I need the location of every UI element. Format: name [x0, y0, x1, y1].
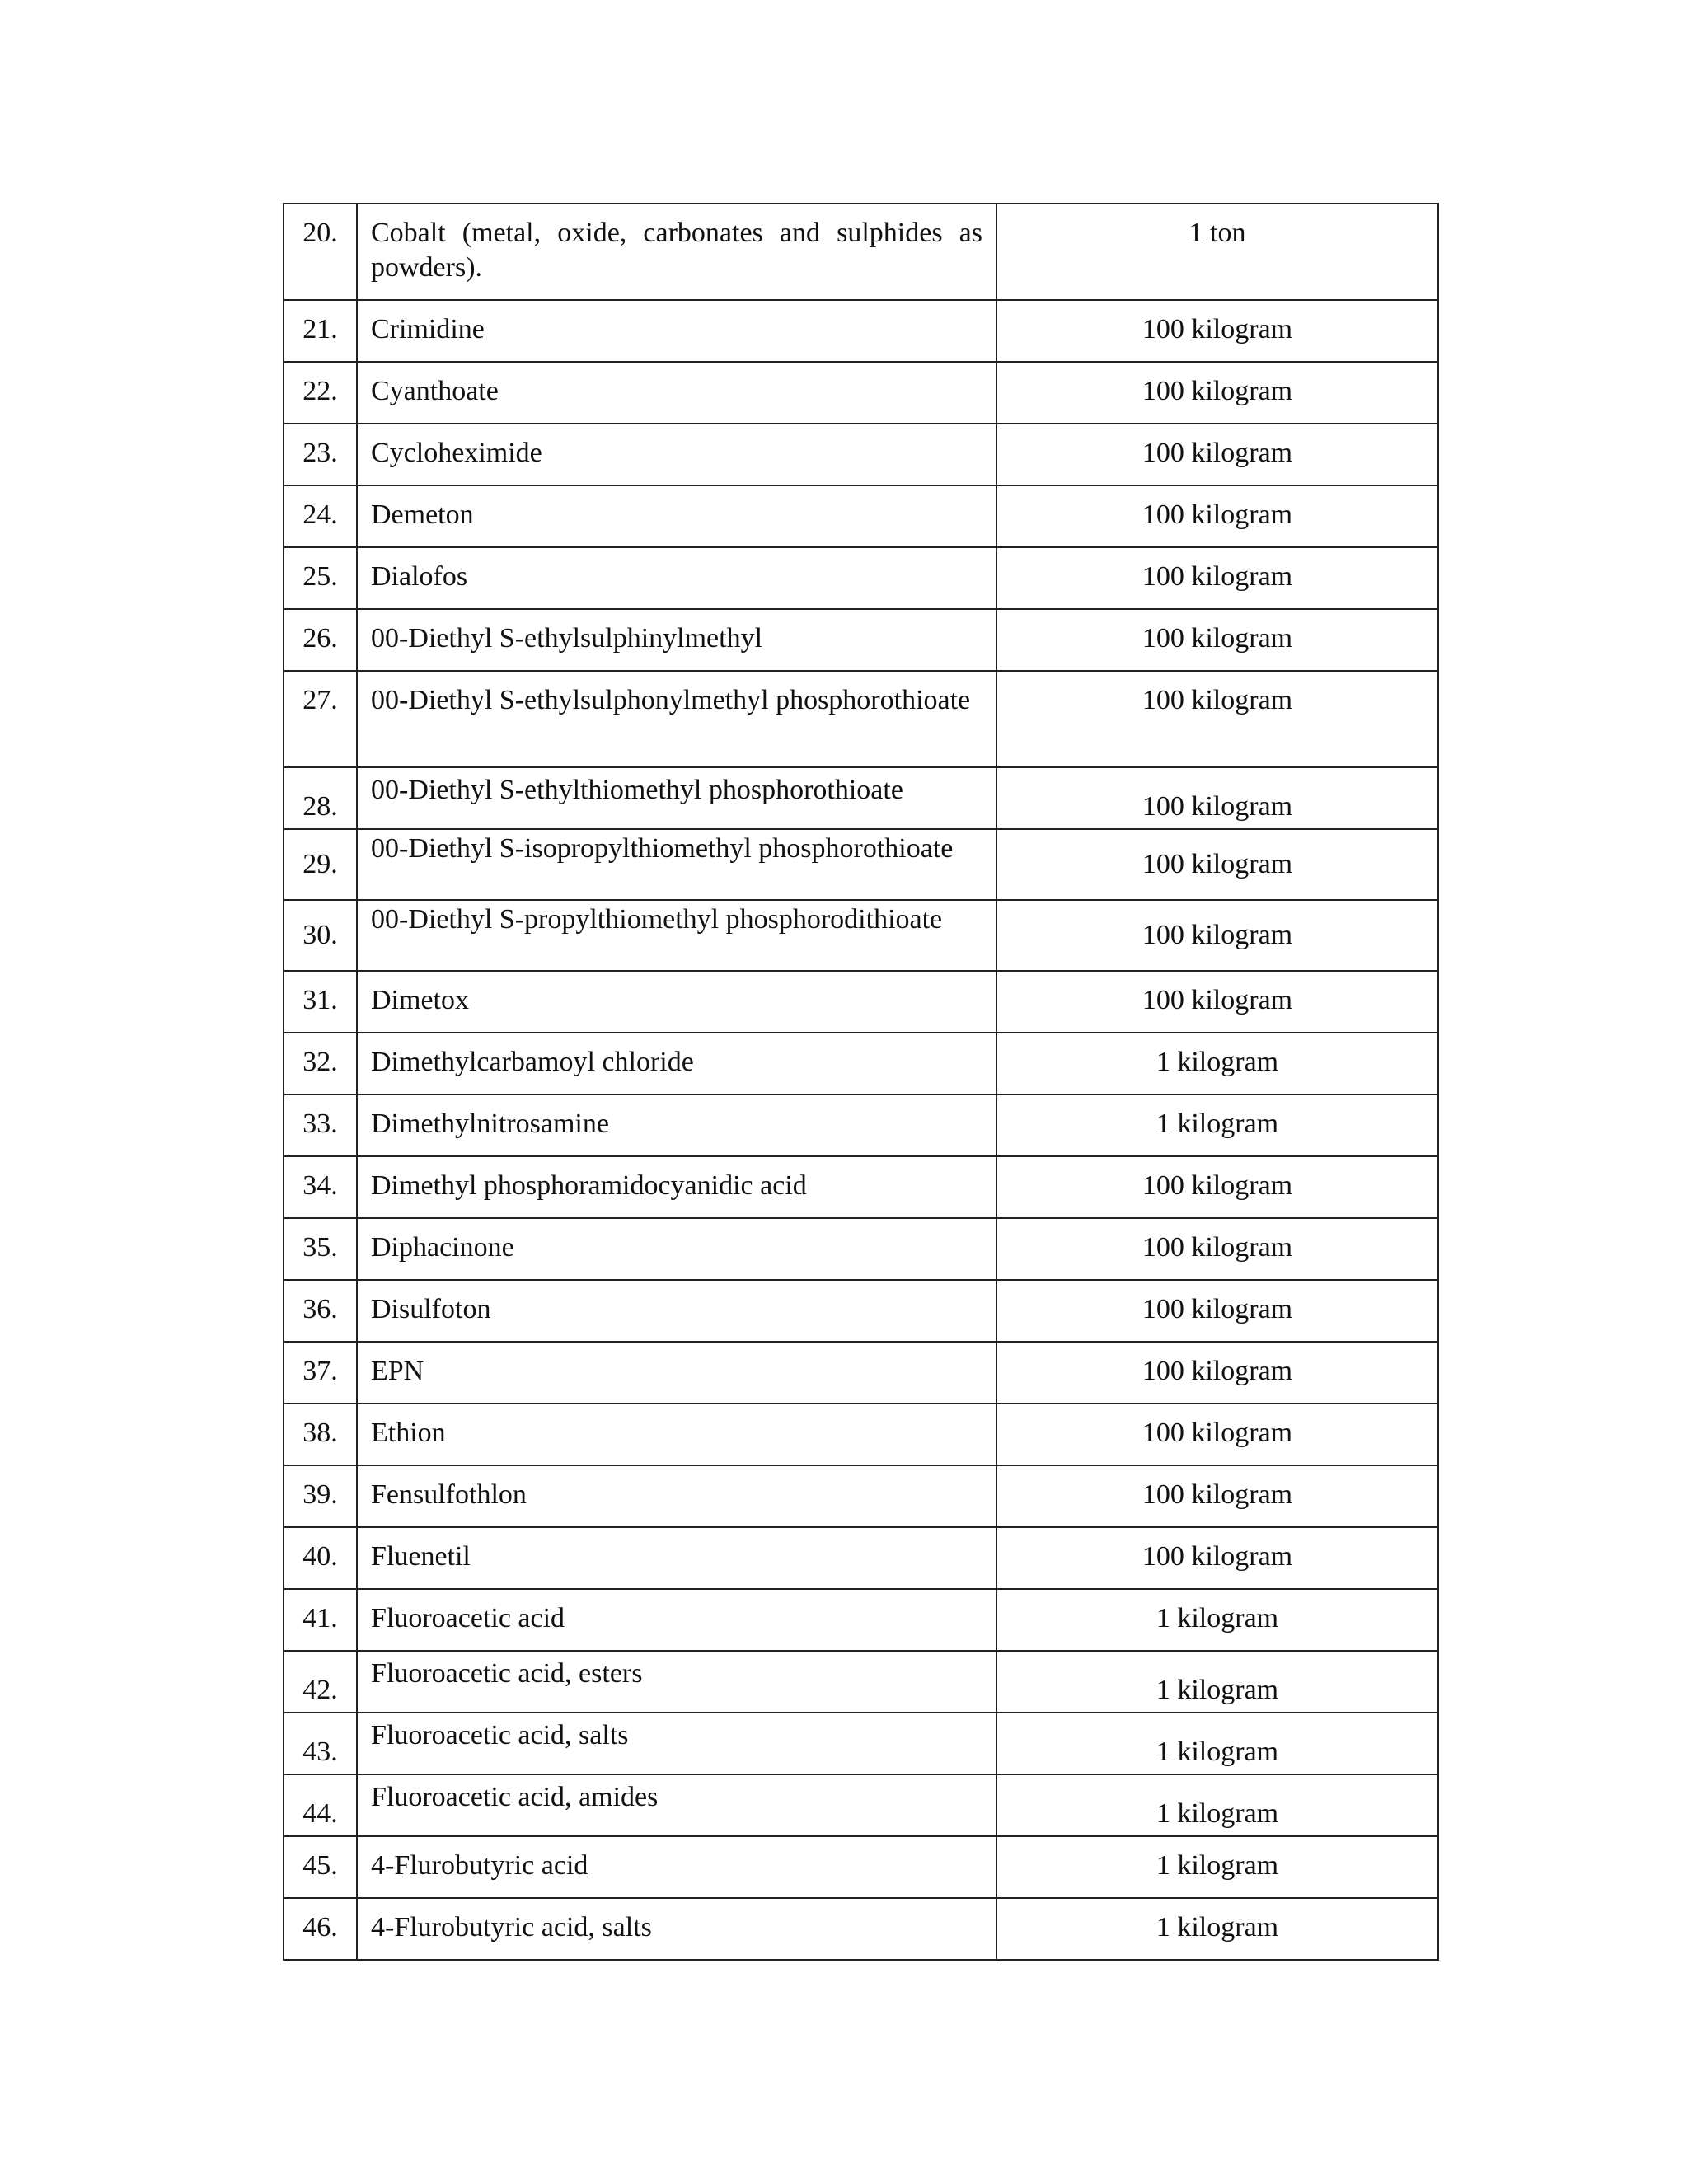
substance-name: Fluoroacetic acid, salts — [357, 1713, 996, 1774]
threshold-quantity: 100 kilogram — [996, 485, 1438, 547]
table-row — [284, 1898, 1438, 1960]
substance-name: Cobalt (metal, oxide, carbonates and sulphides as powders). — [357, 204, 996, 300]
table-row — [284, 362, 1438, 424]
threshold-quantity: 1 ton — [996, 204, 1438, 300]
table-row — [284, 1156, 1438, 1218]
table-row — [284, 900, 1438, 971]
table-row — [284, 424, 1438, 485]
table-row — [284, 485, 1438, 547]
substance-name: Cyanthoate — [357, 362, 996, 424]
serial-number: 45. — [284, 1836, 357, 1898]
substance-name: 00-Diethyl S-ethylsulphonylmethyl phosphorothioate — [357, 671, 996, 767]
substance-name: 00-Diethyl S-propylthiomethyl phosphorodithioate — [357, 900, 996, 971]
threshold-quantity: 100 kilogram — [996, 971, 1438, 1033]
threshold-quantity: 100 kilogram — [996, 1156, 1438, 1218]
serial-number: 27. — [284, 671, 357, 767]
substance-name: 00-Diethyl S-ethylsulphinylmethyl — [357, 609, 996, 671]
table-row — [284, 1342, 1438, 1404]
table-row — [284, 1713, 1438, 1774]
threshold-quantity: 100 kilogram — [996, 767, 1438, 829]
threshold-quantity: 100 kilogram — [996, 1527, 1438, 1589]
serial-number: 43. — [284, 1713, 357, 1774]
table-row — [284, 1033, 1438, 1094]
serial-number: 40. — [284, 1527, 357, 1589]
table-row — [284, 971, 1438, 1033]
table-row — [284, 1589, 1438, 1651]
table-row — [284, 1280, 1438, 1342]
table-row — [284, 1094, 1438, 1156]
substance-name: Disulfoton — [357, 1280, 996, 1342]
threshold-quantity: 100 kilogram — [996, 1280, 1438, 1342]
threshold-quantity: 100 kilogram — [996, 671, 1438, 767]
serial-number: 25. — [284, 547, 357, 609]
serial-number: 29. — [284, 829, 357, 900]
substance-name: Crimidine — [357, 300, 996, 362]
threshold-quantity: 100 kilogram — [996, 1465, 1438, 1527]
threshold-quantity: 100 kilogram — [996, 547, 1438, 609]
table-row — [284, 547, 1438, 609]
threshold-quantity: 1 kilogram — [996, 1651, 1438, 1713]
serial-number: 26. — [284, 609, 357, 671]
table-row — [284, 204, 1438, 300]
serial-number: 46. — [284, 1898, 357, 1960]
threshold-quantity: 100 kilogram — [996, 1342, 1438, 1404]
serial-number: 42. — [284, 1651, 357, 1713]
threshold-quantity: 100 kilogram — [996, 1404, 1438, 1465]
substance-name: Fensulfothlon — [357, 1465, 996, 1527]
table-row — [284, 1218, 1438, 1280]
threshold-quantity: 1 kilogram — [996, 1033, 1438, 1094]
substance-name: 4-Flurobutyric acid, salts — [357, 1898, 996, 1960]
serial-number: 35. — [284, 1218, 357, 1280]
serial-number: 32. — [284, 1033, 357, 1094]
substance-name: Fluoroacetic acid — [357, 1589, 996, 1651]
table-row — [284, 1465, 1438, 1527]
serial-number: 34. — [284, 1156, 357, 1218]
table-row — [284, 1836, 1438, 1898]
threshold-quantity: 100 kilogram — [996, 1218, 1438, 1280]
substance-name: Fluenetil — [357, 1527, 996, 1589]
serial-number: 37. — [284, 1342, 357, 1404]
serial-number: 28. — [284, 767, 357, 829]
substance-name: Dimethyl phosphoramidocyanidic acid — [357, 1156, 996, 1218]
serial-number: 21. — [284, 300, 357, 362]
substance-name: Fluoroacetic acid, amides — [357, 1774, 996, 1836]
threshold-quantity: 1 kilogram — [996, 1713, 1438, 1774]
table-row — [284, 1774, 1438, 1836]
table-row — [284, 829, 1438, 900]
table-row — [284, 609, 1438, 671]
table-row — [284, 1651, 1438, 1713]
threshold-quantity: 100 kilogram — [996, 900, 1438, 971]
threshold-quantity: 100 kilogram — [996, 362, 1438, 424]
serial-number: 39. — [284, 1465, 357, 1527]
serial-number: 22. — [284, 362, 357, 424]
substance-name: Dimethylnitrosamine — [357, 1094, 996, 1156]
threshold-quantity: 100 kilogram — [996, 300, 1438, 362]
serial-number: 31. — [284, 971, 357, 1033]
table-row — [284, 300, 1438, 362]
threshold-quantity: 1 kilogram — [996, 1836, 1438, 1898]
substance-name: Dimetox — [357, 971, 996, 1033]
table-row — [284, 1527, 1438, 1589]
serial-number: 41. — [284, 1589, 357, 1651]
threshold-quantity: 100 kilogram — [996, 829, 1438, 900]
threshold-quantity: 1 kilogram — [996, 1589, 1438, 1651]
substance-name: EPN — [357, 1342, 996, 1404]
threshold-quantity: 1 kilogram — [996, 1774, 1438, 1836]
threshold-quantity: 1 kilogram — [996, 1094, 1438, 1156]
serial-number: 33. — [284, 1094, 357, 1156]
serial-number: 44. — [284, 1774, 357, 1836]
substance-name: 00-Diethyl S-ethylthiomethyl phosphorothioate — [357, 767, 996, 829]
serial-number: 38. — [284, 1404, 357, 1465]
threshold-quantity: 1 kilogram — [996, 1898, 1438, 1960]
serial-number: 20. — [284, 204, 357, 300]
substance-name: Fluoroacetic acid, esters — [357, 1651, 996, 1713]
substance-name: Ethion — [357, 1404, 996, 1465]
threshold-quantity: 100 kilogram — [996, 609, 1438, 671]
serial-number: 23. — [284, 424, 357, 485]
substance-name: Demeton — [357, 485, 996, 547]
table-row — [284, 1404, 1438, 1465]
substance-name: Dimethylcarbamoyl chloride — [357, 1033, 996, 1094]
table-row — [284, 671, 1438, 767]
substance-name: 00-Diethyl S-isopropylthiomethyl phosphorothioate — [357, 829, 996, 900]
substance-name: Diphacinone — [357, 1218, 996, 1280]
table-row — [284, 767, 1438, 829]
chemical-quantity-table — [283, 203, 1439, 1961]
threshold-quantity: 100 kilogram — [996, 424, 1438, 485]
substance-name: Cycloheximide — [357, 424, 996, 485]
serial-number: 24. — [284, 485, 357, 547]
serial-number: 30. — [284, 900, 357, 971]
substance-name: 4-Flurobutyric acid — [357, 1836, 996, 1898]
substance-name: Dialofos — [357, 547, 996, 609]
serial-number: 36. — [284, 1280, 357, 1342]
